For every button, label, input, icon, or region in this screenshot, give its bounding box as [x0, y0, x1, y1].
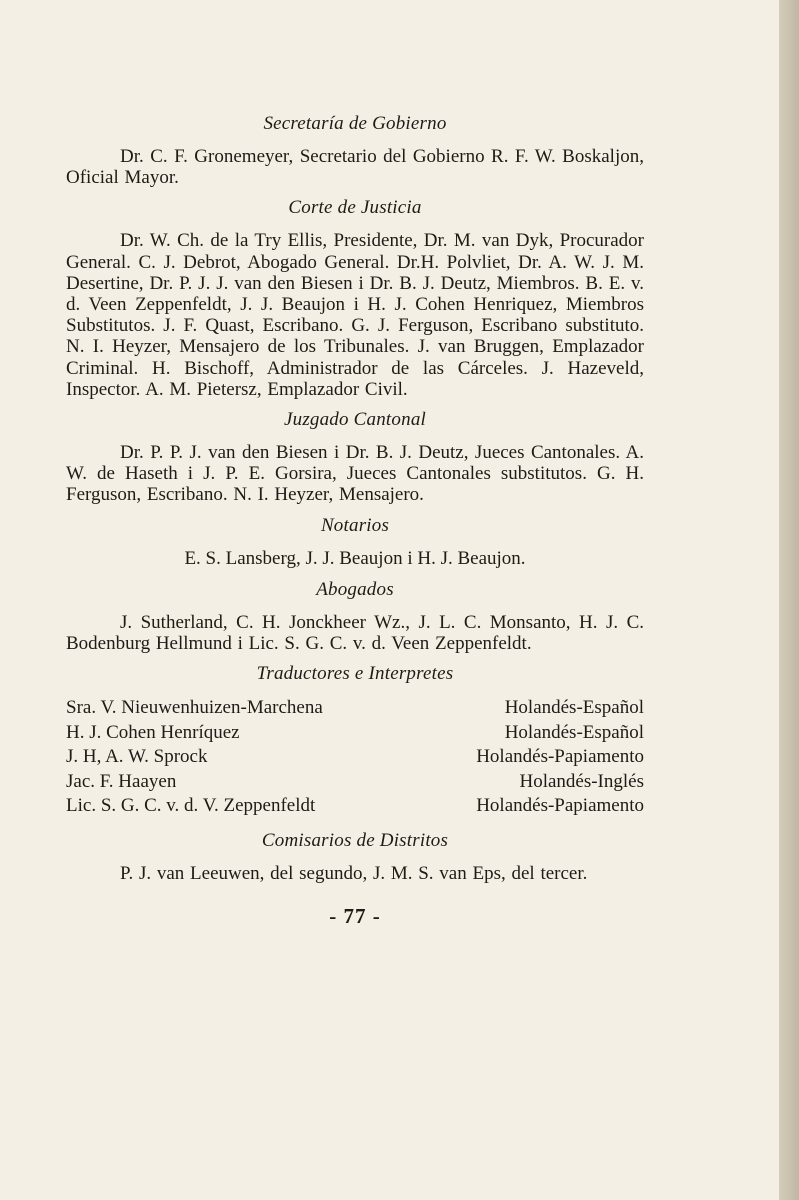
paragraph-juzgado: Dr. P. P. J. van den Biesen i Dr. B. J. Deutz, Jueces Cantonales. A. W. de Haseth i J. P. E. Gorsira, Jueces Cantonales substitutos. G. H. Ferguson, Escribano. N. I. Heyzer, Mensajero. — [66, 442, 644, 506]
translator-row — [66, 794, 644, 819]
page-content — [66, 112, 644, 929]
paragraph-abogados: J. Sutherland, C. H. Jonckheer Wz., J. L. C. Monsanto, H. J. C. Bodenburg Hellmund i Lic. S. G. C. v. d. Veen Zeppenfeldt. — [66, 611, 644, 654]
translators-list — [66, 696, 644, 819]
heading-notarios: Notarios — [320, 514, 390, 536]
translator-row — [66, 770, 644, 795]
page-number: - 77 - — [329, 903, 381, 928]
translator-languages: Holandés-Papiamento — [476, 746, 644, 768]
paragraph-secretaria: Dr. C. F. Gronemeyer, Secretario del Gobierno R. F. W. Boskaljon, Oficial Mayor. — [66, 146, 644, 189]
translator-languages: Holandés-Español — [504, 721, 644, 743]
page-edge — [779, 0, 799, 1200]
paragraph-notarios: E. S. Lansberg, J. J. Beaujon i H. J. Beaujon. — [184, 547, 526, 569]
paragraph-corte: Dr. W. Ch. de la Try Ellis, Presidente, Dr. M. van Dyk, Procurador General. C. J. Debrot, Abogado General. Dr.H. Polvliet, Dr. A. W. J. M. Desertine, Dr. P. J. J. van den Biesen i Dr. B. J. Deutz, Miembros. B. E. v. d. Veen Zeppenfeldt, J. J. Beaujon i H. J. Cohen Henriquez, Miembros Substitutos. J. F. Quast, Escribano. G. J. Ferguson, Escribano substituto. N. I. Heyzer, Mensajero de los Tribunales. J. van Bruggen, Emplazador Criminal. H. Bischoff, Administrador de las Cárceles. J. Hazeveld, Inspector. A. M. Pietersz, Emplazador Civil. — [66, 230, 644, 400]
translator-name: Lic. S. G. C. v. d. V. Zeppenfeldt — [66, 795, 316, 817]
translator-name: J. H, A. W. Sprock — [66, 746, 208, 768]
translator-languages: Holandés-Inglés — [519, 770, 644, 792]
heading-juzgado: Juzgado Cantonal — [283, 409, 426, 431]
translator-row — [66, 696, 644, 721]
translator-row — [66, 745, 644, 770]
translator-languages: Holandés-Papiamento — [476, 795, 644, 817]
heading-comisarios: Comisarios de Distritos — [261, 829, 449, 851]
heading-abogados: Abogados — [316, 578, 394, 600]
heading-secretaria: Secretaría de Gobierno — [263, 113, 447, 134]
translator-row — [66, 721, 644, 746]
translator-languages: Holandés-Español — [504, 697, 644, 719]
heading-traductores: Traductores e Interpretes — [256, 663, 454, 685]
paragraph-comisarios: P. J. van Leeuwen, del segundo, J. M. S. van Eps, del tercer. — [120, 862, 588, 884]
translator-name: Jac. F. Haayen — [66, 770, 177, 792]
translator-name: H. J. Cohen Henríquez — [66, 721, 240, 743]
translator-name: Sra. V. Nieuwenhuizen-Marchena — [66, 697, 323, 719]
heading-corte: Corte de Justicia — [288, 197, 422, 219]
